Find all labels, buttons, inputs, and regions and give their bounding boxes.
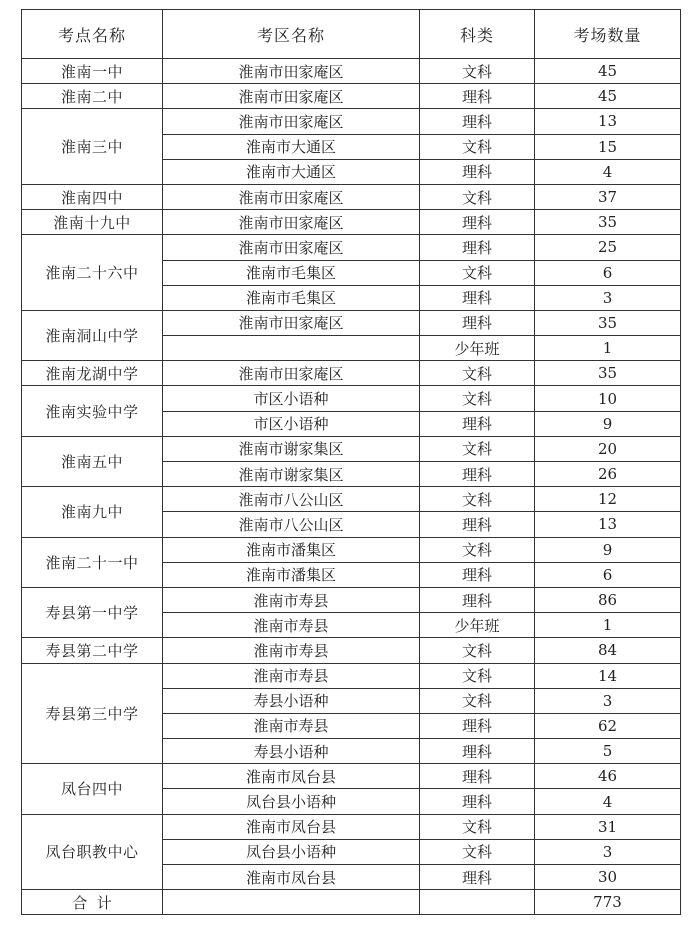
room-count-cell: 10 bbox=[535, 386, 681, 411]
area-name-cell: 淮南市潘集区 bbox=[163, 562, 420, 587]
table-row bbox=[22, 310, 681, 335]
area-name-cell: 寿县小语种 bbox=[163, 739, 420, 764]
area-name-cell: 淮南市田家庵区 bbox=[163, 361, 420, 386]
room-count-cell: 25 bbox=[535, 235, 681, 260]
room-count-cell: 4 bbox=[535, 159, 681, 184]
header-site-name: 考点名称 bbox=[22, 10, 163, 59]
room-count-cell: 86 bbox=[535, 587, 681, 612]
subject-cell: 文科 bbox=[420, 184, 535, 209]
header-area-name: 考区名称 bbox=[163, 10, 420, 59]
total-row bbox=[22, 890, 681, 915]
table-row bbox=[22, 386, 681, 411]
room-count-cell: 35 bbox=[535, 310, 681, 335]
room-count-cell: 13 bbox=[535, 109, 681, 134]
table-row bbox=[22, 487, 681, 512]
table-row bbox=[22, 361, 681, 386]
total-count: 773 bbox=[535, 890, 681, 915]
area-name-cell: 淮南市谢家集区 bbox=[163, 436, 420, 461]
subject-cell: 理科 bbox=[420, 562, 535, 587]
area-name-cell: 淮南市寿县 bbox=[163, 713, 420, 738]
area-name-cell: 市区小语种 bbox=[163, 411, 420, 436]
room-count-cell: 3 bbox=[535, 839, 681, 864]
room-count-cell: 30 bbox=[535, 865, 681, 890]
table-row bbox=[22, 814, 681, 839]
room-count-cell: 37 bbox=[535, 184, 681, 209]
area-name-cell: 寿县小语种 bbox=[163, 688, 420, 713]
area-name-cell: 淮南市大通区 bbox=[163, 159, 420, 184]
site-name-cell: 淮南洞山中学 bbox=[22, 310, 163, 360]
header-subject: 科类 bbox=[420, 10, 535, 59]
area-name-cell bbox=[163, 336, 420, 361]
area-name-cell: 凤台县小语种 bbox=[163, 789, 420, 814]
subject-cell: 理科 bbox=[420, 210, 535, 235]
subject-cell: 理科 bbox=[420, 411, 535, 436]
subject-cell: 理科 bbox=[420, 739, 535, 764]
area-name-cell: 淮南市潘集区 bbox=[163, 537, 420, 562]
header-room-count: 考场数量 bbox=[535, 10, 681, 59]
site-name-cell: 淮南二中 bbox=[22, 84, 163, 109]
room-count-cell: 20 bbox=[535, 436, 681, 461]
room-count-cell: 46 bbox=[535, 764, 681, 789]
table-row bbox=[22, 436, 681, 461]
subject-cell: 文科 bbox=[420, 814, 535, 839]
table-row bbox=[22, 587, 681, 612]
room-count-cell: 13 bbox=[535, 512, 681, 537]
subject-cell: 文科 bbox=[420, 638, 535, 663]
site-name-cell: 寿县第三中学 bbox=[22, 663, 163, 764]
subject-cell: 理科 bbox=[420, 159, 535, 184]
table-row bbox=[22, 59, 681, 84]
area-name-cell: 淮南市田家庵区 bbox=[163, 210, 420, 235]
area-name-cell: 淮南市毛集区 bbox=[163, 260, 420, 285]
area-name-cell: 淮南市寿县 bbox=[163, 638, 420, 663]
table-row bbox=[22, 638, 681, 663]
room-count-cell: 26 bbox=[535, 462, 681, 487]
room-count-cell: 45 bbox=[535, 59, 681, 84]
subject-cell: 理科 bbox=[420, 512, 535, 537]
site-name-cell: 寿县第二中学 bbox=[22, 638, 163, 663]
site-name-cell: 淮南三中 bbox=[22, 109, 163, 185]
site-name-cell: 淮南二十六中 bbox=[22, 235, 163, 311]
area-name-cell: 市区小语种 bbox=[163, 386, 420, 411]
site-name-cell: 淮南龙湖中学 bbox=[22, 361, 163, 386]
area-name-cell: 淮南市田家庵区 bbox=[163, 235, 420, 260]
site-name-cell: 寿县第一中学 bbox=[22, 587, 163, 637]
header-row bbox=[22, 10, 681, 59]
subject-cell: 理科 bbox=[420, 310, 535, 335]
site-name-cell: 淮南九中 bbox=[22, 487, 163, 537]
table-footer bbox=[22, 890, 681, 915]
subject-cell: 文科 bbox=[420, 59, 535, 84]
subject-cell: 文科 bbox=[420, 436, 535, 461]
room-count-cell: 6 bbox=[535, 562, 681, 587]
table-row bbox=[22, 210, 681, 235]
site-name-cell: 淮南实验中学 bbox=[22, 386, 163, 436]
total-area bbox=[163, 890, 420, 915]
area-name-cell: 淮南市凤台县 bbox=[163, 865, 420, 890]
room-count-cell: 4 bbox=[535, 789, 681, 814]
area-name-cell: 淮南市谢家集区 bbox=[163, 462, 420, 487]
subject-cell: 理科 bbox=[420, 587, 535, 612]
table-header bbox=[22, 10, 681, 59]
site-name-cell: 淮南十九中 bbox=[22, 210, 163, 235]
room-count-cell: 9 bbox=[535, 537, 681, 562]
subject-cell: 文科 bbox=[420, 537, 535, 562]
table-row bbox=[22, 663, 681, 688]
room-count-cell: 84 bbox=[535, 638, 681, 663]
room-count-cell: 62 bbox=[535, 713, 681, 738]
area-name-cell: 淮南市寿县 bbox=[163, 663, 420, 688]
area-name-cell: 淮南市凤台县 bbox=[163, 814, 420, 839]
room-count-cell: 31 bbox=[535, 814, 681, 839]
area-name-cell: 淮南市田家庵区 bbox=[163, 59, 420, 84]
subject-cell: 理科 bbox=[420, 285, 535, 310]
room-count-cell: 35 bbox=[535, 361, 681, 386]
subject-cell: 文科 bbox=[420, 361, 535, 386]
total-label: 合 计 bbox=[22, 890, 163, 915]
total-subject bbox=[420, 890, 535, 915]
area-name-cell: 淮南市田家庵区 bbox=[163, 109, 420, 134]
area-name-cell: 淮南市凤台县 bbox=[163, 764, 420, 789]
subject-cell: 理科 bbox=[420, 235, 535, 260]
table-row bbox=[22, 764, 681, 789]
room-count-cell: 14 bbox=[535, 663, 681, 688]
subject-cell: 少年班 bbox=[420, 613, 535, 638]
room-count-cell: 6 bbox=[535, 260, 681, 285]
room-count-cell: 15 bbox=[535, 134, 681, 159]
room-count-cell: 45 bbox=[535, 84, 681, 109]
room-count-cell: 35 bbox=[535, 210, 681, 235]
table-row bbox=[22, 109, 681, 134]
subject-cell: 理科 bbox=[420, 764, 535, 789]
area-name-cell: 淮南市田家庵区 bbox=[163, 84, 420, 109]
area-name-cell: 淮南市八公山区 bbox=[163, 512, 420, 537]
subject-cell: 少年班 bbox=[420, 336, 535, 361]
room-count-cell: 3 bbox=[535, 688, 681, 713]
area-name-cell: 淮南市田家庵区 bbox=[163, 184, 420, 209]
subject-cell: 文科 bbox=[420, 134, 535, 159]
site-name-cell: 凤台四中 bbox=[22, 764, 163, 814]
area-name-cell: 淮南市寿县 bbox=[163, 587, 420, 612]
room-count-cell: 5 bbox=[535, 739, 681, 764]
subject-cell: 理科 bbox=[420, 713, 535, 738]
site-name-cell: 淮南五中 bbox=[22, 436, 163, 486]
subject-cell: 理科 bbox=[420, 865, 535, 890]
room-count-cell: 1 bbox=[535, 336, 681, 361]
subject-cell: 文科 bbox=[420, 663, 535, 688]
table-row bbox=[22, 235, 681, 260]
table-row bbox=[22, 537, 681, 562]
exam-site-table bbox=[21, 9, 681, 915]
subject-cell: 文科 bbox=[420, 386, 535, 411]
area-name-cell: 淮南市毛集区 bbox=[163, 285, 420, 310]
site-name-cell: 淮南一中 bbox=[22, 59, 163, 84]
room-count-cell: 9 bbox=[535, 411, 681, 436]
subject-cell: 文科 bbox=[420, 260, 535, 285]
subject-cell: 文科 bbox=[420, 688, 535, 713]
area-name-cell: 淮南市八公山区 bbox=[163, 487, 420, 512]
area-name-cell: 淮南市寿县 bbox=[163, 613, 420, 638]
area-name-cell: 淮南市田家庵区 bbox=[163, 310, 420, 335]
subject-cell: 理科 bbox=[420, 109, 535, 134]
subject-cell: 文科 bbox=[420, 839, 535, 864]
subject-cell: 理科 bbox=[420, 462, 535, 487]
table-body bbox=[22, 59, 681, 890]
room-count-cell: 1 bbox=[535, 613, 681, 638]
subject-cell: 理科 bbox=[420, 789, 535, 814]
area-name-cell: 淮南市大通区 bbox=[163, 134, 420, 159]
table-row bbox=[22, 84, 681, 109]
room-count-cell: 12 bbox=[535, 487, 681, 512]
subject-cell: 文科 bbox=[420, 487, 535, 512]
subject-cell: 理科 bbox=[420, 84, 535, 109]
site-name-cell: 淮南四中 bbox=[22, 184, 163, 209]
site-name-cell: 凤台职教中心 bbox=[22, 814, 163, 890]
site-name-cell: 淮南二十一中 bbox=[22, 537, 163, 587]
area-name-cell: 凤台县小语种 bbox=[163, 839, 420, 864]
table-row bbox=[22, 184, 681, 209]
room-count-cell: 3 bbox=[535, 285, 681, 310]
